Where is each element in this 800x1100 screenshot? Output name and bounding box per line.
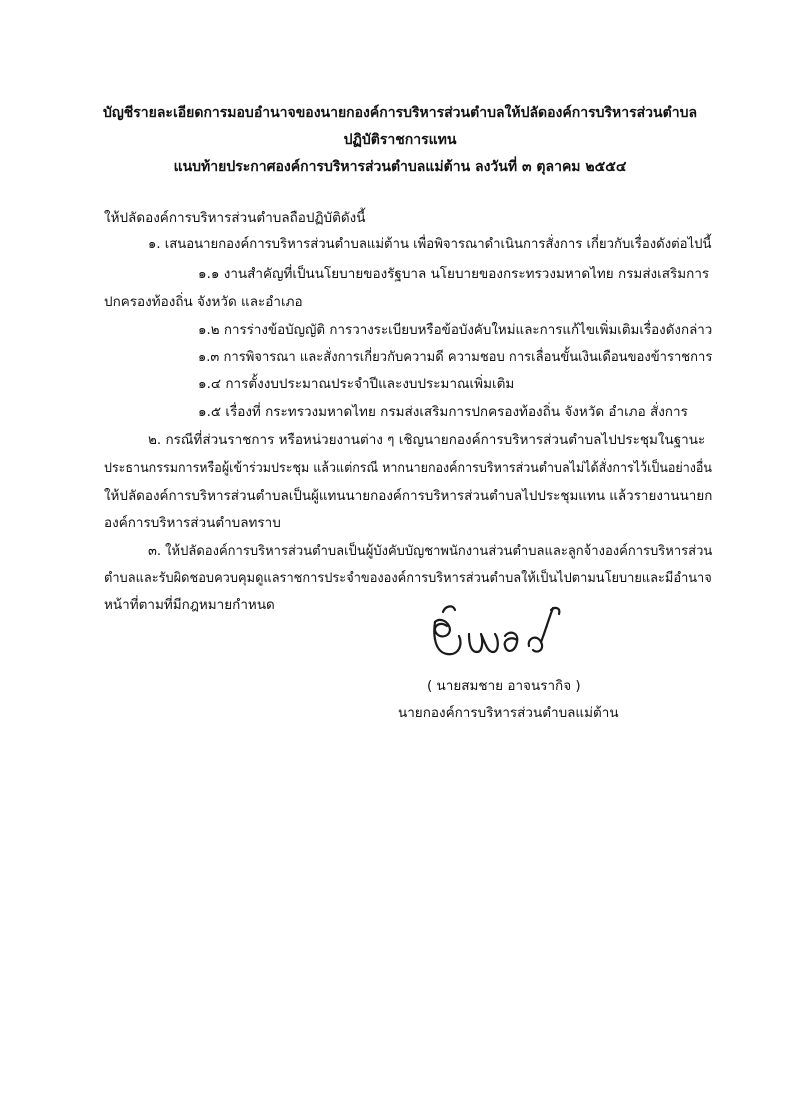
item-3-line2: ตำบลและรับผิดชอบควบคุมดูแลราชการประจำขององค์การบริหารส่วนตำบลให้เป็นไปตามนโยบายและมีอำนาจ — [104, 570, 712, 586]
document-subtitle: ปฏิบัติราชการแทน — [343, 132, 457, 148]
item-1-4: ๑.๔ การตั้งงบประมาณประจำปีและงบประมาณเพิ่มเติม — [198, 376, 515, 392]
item-1-1-line2: ปกครองท้องถิ่น จังหวัด และอำเภอ — [104, 294, 303, 310]
intro-text: ให้ปลัดองค์การบริหารส่วนตำบลถือปฏิบัติดังนี้ — [104, 210, 366, 226]
item-1: ๑. เสนอนายกองค์การบริหารส่วนตำบลแม่ต้าน เพื่อพิจารณาดำเนินการสั่งการ เกี่ยวกับเรื่องดังต่อไปนี้ — [148, 236, 712, 252]
item-2-line1: ๒. กรณีที่ส่วนราชการ หรือหน่วยงานต่าง ๆ เชิญนายกองค์การบริหารส่วนตำบลไปประชุมในฐานะ — [148, 432, 706, 448]
signer-position: นายกองค์การบริหารส่วนตำบลแม่ต้าน — [398, 705, 619, 721]
handwritten-signature — [425, 596, 585, 668]
item-1-3: ๑.๓ การพิจารณา และสั่งการเกี่ยวกับความดี ความชอบ การเลื่อนขั้นเงินเดือนของข้าราชการ — [198, 349, 713, 365]
item-3-line3: หน้าที่ตามที่มีกฎหมายกำหนด — [104, 597, 275, 613]
item-2-line3: ให้ปลัดองค์การบริหารส่วนตำบลเป็นผู้แทนนายกองค์การบริหารส่วนตำบลไปประชุมแทน แล้วรายงานนายก — [104, 488, 713, 504]
item-2-line2: ประธานกรรมการหรือผู้เข้าร่วมประชุม แล้วแต่กรณี หากนายกองค์การบริหารส่วนตำบลไม่ได้สั่งการไว้เป็นอย่างอื่น — [104, 460, 712, 476]
item-2-line4: องค์การบริหารส่วนตำบลทราบ — [104, 515, 281, 531]
item-1-2: ๑.๒ การร่างข้อบัญญัติ การวางระเบียบหรือข้อบังคับใหม่และการแก้ไขเพิ่มเติมเรื่องดังกล่าว — [198, 322, 713, 338]
item-3-line1: ๓. ให้ปลัดองค์การบริหารส่วนตำบลเป็นผู้บังคับบัญชาพนักงานส่วนตำบลและลูกจ้างองค์การบริหารส่วน — [148, 543, 713, 559]
item-1-1-line1: ๑.๑ งานสำคัญที่เป็นนโยบายของรัฐบาล นโยบายของกระทรวงมหาดไทย กรมส่งเสริมการ — [198, 266, 710, 282]
signer-name: ( นายสมชาย อาจนรากิจ ) — [427, 678, 581, 694]
item-1-5: ๑.๕ เรื่องที่ กระทรวงมหาดไทย กรมส่งเสริมการปกครองท้องถิ่น จังหวัด อำเภอ สั่งการ — [198, 404, 688, 420]
document-attachment-reference: แนบท้ายประกาศองค์การบริหารส่วนตำบลแม่ต้าน ลงวันที่ ๓ ตุลาคม ๒๕๕๔ — [173, 159, 627, 175]
document-title: บัญชีรายละเอียดการมอบอำนาจของนายกองค์การบริหารส่วนตำบลให้ปลัดองค์การบริหารส่วนตำบล — [102, 105, 698, 121]
